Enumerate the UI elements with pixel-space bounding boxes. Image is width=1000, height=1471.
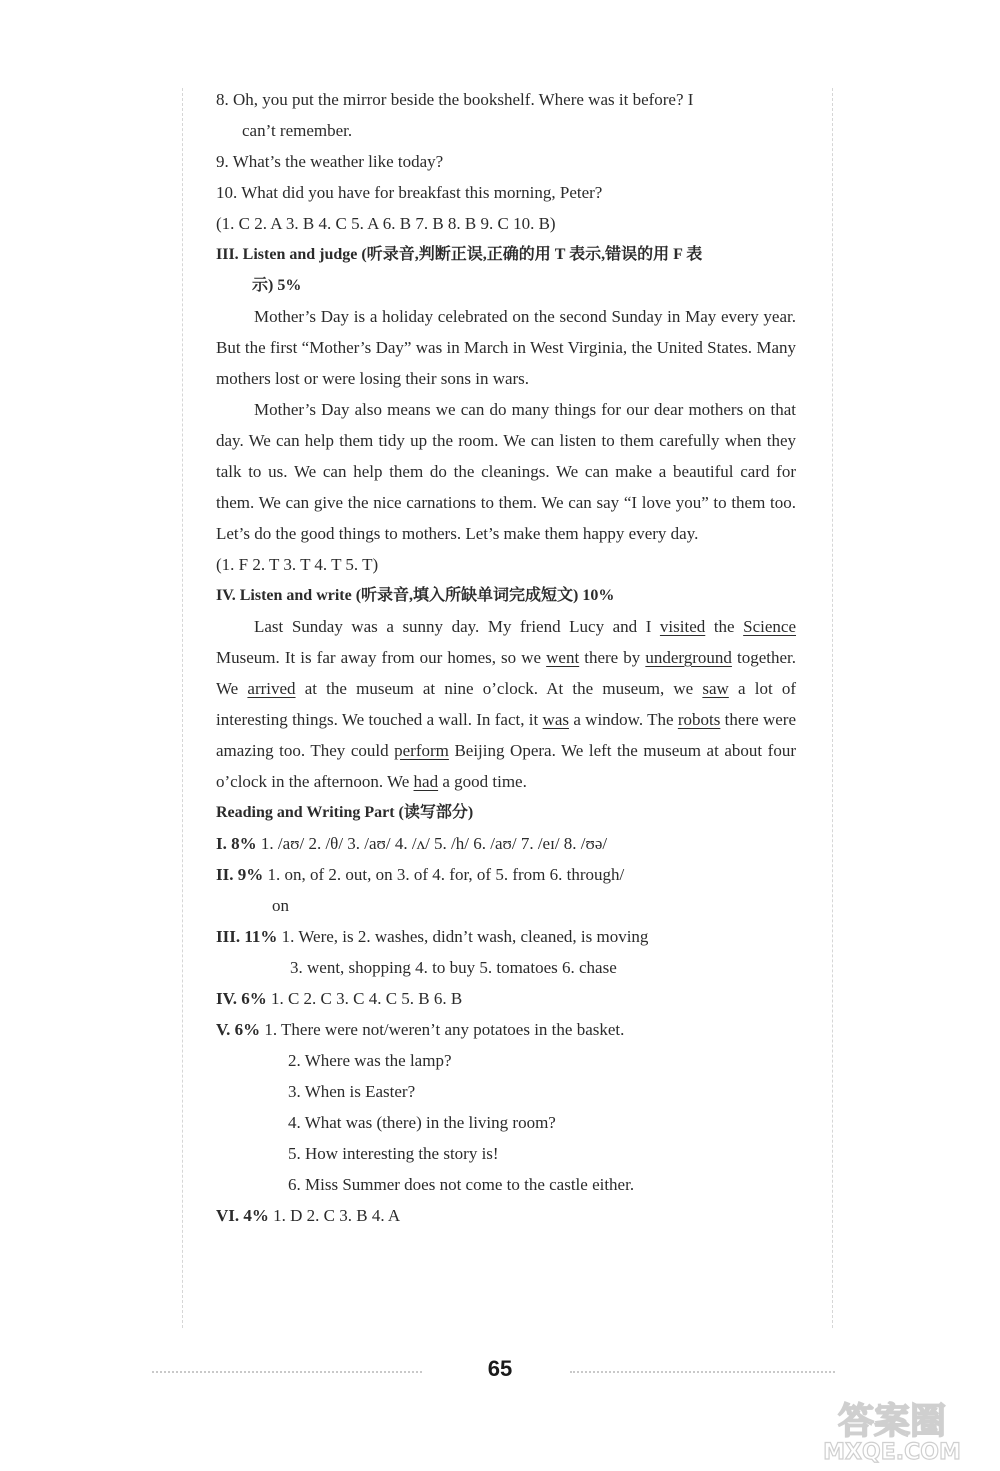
- footer-rule-left: [152, 1371, 422, 1373]
- section-label: II. 9%: [216, 865, 264, 884]
- listening-q10: 10. What did you have for breakfast this morning, Peter?: [216, 183, 603, 202]
- blank-answer: underground: [645, 648, 732, 667]
- section-answers: 1. D 2. C 3. B 4. A: [268, 1206, 401, 1225]
- section-answers: 1. Were, is 2. washes, didn’t wash, cleaned, is moving: [277, 927, 649, 946]
- listening-q8-line2: can’t remember.: [242, 121, 353, 140]
- listening-q9: 9. What’s the weather like today?: [216, 152, 444, 171]
- passage-text: at the museum at nine o’clock. At the museum, we: [295, 679, 703, 698]
- blank-answer: had: [413, 772, 439, 791]
- passage-text: there were amazing too. They could: [216, 710, 796, 760]
- listening-answers: (1. C 2. A 3. B 4. C 5. A 6. B 7. B 8. B 9. C 10. B): [216, 214, 556, 233]
- section-iii-heading-cont: 示) 5%: [252, 277, 302, 294]
- right-margin-rule: [832, 88, 833, 1328]
- passage-text: there by: [579, 648, 646, 667]
- section-answers: 1. /aʊ/ 2. /θ/ 3. /aʊ/ 4. /ʌ/ 5. /h/ 6. /aʊ/ 7. /eɪ/ 8. /ʊə/: [256, 834, 608, 853]
- blank-answer: arrived: [247, 679, 296, 698]
- rw-section-v-item-4: 4. What was (there) in the living room?: [288, 1113, 556, 1132]
- rw-section-i: [216, 828, 796, 859]
- rw-section-vi: [216, 1200, 796, 1231]
- section-iii-answers: (1. F 2. T 3. T 4. T 5. T): [216, 555, 379, 574]
- rw-section-iii: [216, 921, 796, 952]
- rw-section-ii-cont: on: [272, 896, 289, 915]
- section-answers: 1. on, of 2. out, on 3. of 4. for, of 5. from 6. through/: [263, 865, 625, 884]
- section-label: VI. 4%: [216, 1206, 269, 1225]
- blank-answer: went: [546, 648, 580, 667]
- section-iv-heading: IV. Listen and write (听录音,填入所缺单词完成短文) 10%: [216, 587, 615, 604]
- section-label: IV. 6%: [216, 989, 267, 1008]
- footer-rule-right: [570, 1371, 835, 1373]
- section-label: V. 6%: [216, 1020, 261, 1039]
- blank-answer: visited: [659, 617, 706, 636]
- passage-text: the: [705, 617, 744, 636]
- passage-text: a window. The: [569, 710, 678, 729]
- passage-text: Last Sunday was a sunny day. My friend Lucy and I: [254, 617, 660, 636]
- rw-section-iv: [216, 983, 796, 1014]
- listening-q8-line1: 8. Oh, you put the mirror beside the bookshelf. Where was it before? I: [216, 90, 694, 109]
- rw-section-v: [216, 1014, 796, 1045]
- section-iii-heading: III. Listen and judge (听录音,判断正误,正确的用 T 表示,错误的用 F 表: [216, 246, 703, 263]
- mothers-day-paragraph-1: Mother’s Day is a holiday celebrated on the second Sunday in May every year. But the first “Mother’s Day” was in March in West Virginia, the United States. Many mothers lost or were losing their sons in wars.: [216, 307, 796, 388]
- section-label: III. 11%: [216, 927, 278, 946]
- rw-section-v-item-3: 3. When is Easter?: [288, 1082, 416, 1101]
- blank-answer: Science: [743, 617, 796, 636]
- answer-page-content: [216, 84, 796, 1231]
- section-answers: 1. C 2. C 3. C 4. C 5. B 6. B: [266, 989, 463, 1008]
- page-number: 65: [487, 1356, 513, 1381]
- passage-text: a lot of interesting things. We touched a wall. In fact, it: [216, 679, 796, 729]
- blank-answer: perform: [394, 741, 449, 760]
- left-margin-rule: [182, 88, 183, 1328]
- reading-writing-heading: Reading and Writing Part (读写部分): [216, 804, 474, 821]
- passage-text: Beijing Opera. We left the museum at about four o’clock in the afternoon. We: [216, 741, 796, 791]
- passage-text: a good time.: [438, 772, 527, 791]
- watermark-url-text: MXQE.COM: [823, 1440, 961, 1465]
- section-answers: 1. There were not/weren’t any potatoes in the basket.: [260, 1020, 625, 1039]
- watermark-chinese-text: 答案圈: [837, 1401, 947, 1442]
- rw-section-v-item-2: 2. Where was the lamp?: [288, 1051, 452, 1070]
- watermark-logo: [800, 1395, 985, 1465]
- blank-answer: robots: [677, 710, 721, 729]
- passage-text: Museum. It is far away from our homes, so we: [216, 648, 547, 667]
- rw-section-ii: [216, 859, 796, 890]
- rw-section-iii-cont: 3. went, shopping 4. to buy 5. tomatoes 6. chase: [290, 958, 617, 977]
- blank-answer: saw: [702, 679, 729, 698]
- mothers-day-paragraph-2: Mother’s Day also means we can do many things for our dear mothers on that day. We can help them tidy up the room. We can listen to them carefully when they talk to us. We can help them do the cleanings. We can make a beautiful card for them. We can give the nice carnations to them. We can say “I love you” to them too. Let’s do the good things to mothers. Let’s make them happy every day.: [216, 400, 796, 543]
- rw-section-v-item-6: 6. Miss Summer does not come to the castle either.: [288, 1175, 635, 1194]
- science-museum-paragraph: [216, 611, 796, 797]
- passage-text: together. We: [216, 648, 796, 698]
- section-label: I. 8%: [216, 834, 257, 853]
- blank-answer: was: [542, 710, 569, 729]
- rw-section-v-item-5: 5. How interesting the story is!: [288, 1144, 499, 1163]
